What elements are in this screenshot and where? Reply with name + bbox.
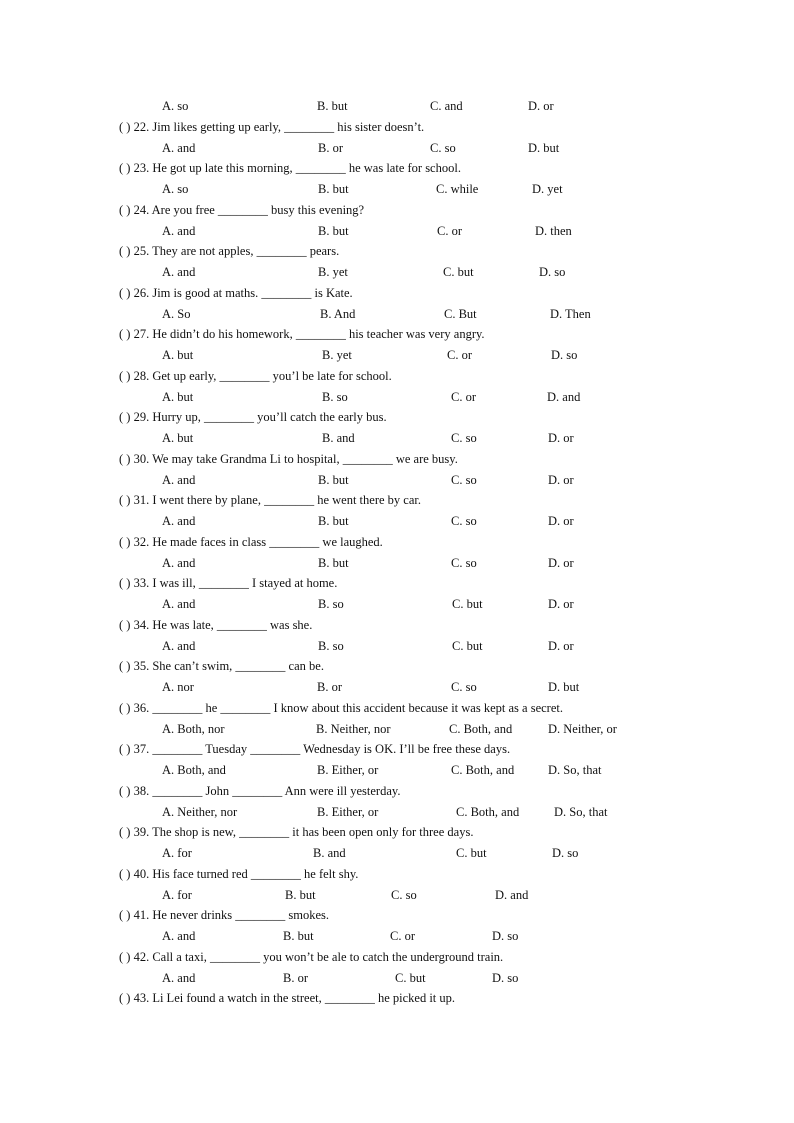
answer-option: A. nor [162, 680, 194, 694]
answer-option: C. or [451, 389, 476, 404]
question-text: ( ) 22. Jim likes getting up early, ________ his sister doesn’t. [119, 119, 425, 134]
answer-option: B. so [318, 638, 344, 653]
answer-option: B. so [322, 389, 348, 404]
answer-option: D. and [495, 887, 529, 902]
question-text: ( ) 40. His face turned red ________ he felt shy. [119, 866, 359, 881]
question-text: ( ) 36. ________ he ________ I know about this accident because it was kept as a secret. [119, 700, 563, 715]
answer-option: C. but [452, 638, 483, 653]
answer-option: D. but [528, 140, 560, 155]
answer-option: C. but [395, 970, 426, 985]
answer-option: A. Both, nor [162, 721, 225, 736]
answer-option: C. so [451, 514, 477, 528]
question-text: ( ) 32. He made faces in class ________ we laughed. [119, 534, 383, 549]
answer-option: C. But [444, 306, 477, 321]
answer-option: B. but [318, 555, 349, 570]
answer-option: B. or [317, 680, 342, 694]
answer-option: B. And [320, 306, 356, 321]
question-text: ( ) 35. She can’t swim, ________ can be. [119, 659, 324, 673]
answer-option: C. so [451, 680, 477, 694]
answer-option: C. but [456, 846, 487, 860]
answer-option: C. Both, and [451, 763, 515, 777]
answer-option: D. then [535, 223, 572, 238]
answer-option: D. so [552, 846, 579, 860]
question-text: ( ) 38. ________ John ________ Ann were ill yesterday. [119, 783, 401, 798]
question-text: ( ) 43. Li Lei found a watch in the street, ________ he picked it up. [119, 991, 456, 1005]
answer-option: A. for [162, 887, 192, 902]
answer-option: B. yet [322, 348, 352, 362]
answer-option: C. and [430, 99, 463, 113]
question-text: ( ) 28. Get up early, ________ you’l be late for school. [119, 368, 392, 383]
question-text: ( ) 24. Are you free ________ busy this evening? [119, 202, 365, 217]
answer-option: C. so [430, 140, 456, 155]
answer-option: D. So, that [548, 763, 602, 777]
answer-option: A. so [162, 99, 189, 113]
answer-option: D. or [548, 555, 574, 570]
answer-option: D. or [548, 514, 574, 528]
question-text: ( ) 39. The shop is new, ________ it has been open only for three days. [119, 825, 474, 839]
answer-option: D. or [528, 99, 554, 113]
answer-option: B. yet [318, 265, 348, 279]
answer-option: B. and [313, 846, 346, 860]
question-text: ( ) 27. He didn’t do his homework, ________ his teacher was very angry. [119, 327, 485, 341]
answer-option: A. and [162, 265, 196, 279]
question-text: ( ) 29. Hurry up, ________ you’ll catch the early bus. [119, 410, 387, 424]
answer-option: A. for [162, 846, 192, 860]
answer-option: C. or [437, 223, 462, 238]
answer-option: C. or [447, 348, 472, 362]
question-text: ( ) 31. I went there by plane, ________ he went there by car. [119, 493, 421, 507]
answer-option: D. so [492, 970, 519, 985]
answer-option: B. but [283, 929, 314, 943]
answer-option: C. but [452, 597, 483, 611]
answer-option: A. but [162, 348, 194, 362]
answer-option: B. but [317, 99, 348, 113]
answer-option: A. and [162, 140, 196, 155]
answer-option: A. so [162, 182, 189, 196]
answer-option: A. Neither, nor [162, 804, 238, 819]
answer-option: A. and [162, 223, 196, 238]
answer-option: C. but [443, 265, 474, 279]
question-text: ( ) 37. ________ Tuesday ________ Wednesday is OK. I’ll be free these days. [119, 742, 511, 756]
question-text: ( ) 41. He never drinks ________ smokes. [119, 908, 330, 922]
answer-option: D. or [548, 472, 574, 487]
question-text: ( ) 34. He was late, ________ was she. [119, 617, 313, 632]
answer-option: D. so [551, 348, 578, 362]
answer-option: B. but [285, 887, 316, 902]
answer-option: B. Either, or [317, 804, 379, 819]
answer-option: C. Both, and [449, 721, 513, 736]
answer-option: B. so [318, 597, 344, 611]
question-text: ( ) 25. They are not apples, ________ pears. [119, 244, 340, 258]
answer-option: C. so [391, 887, 417, 902]
answer-option: D. So, that [554, 804, 608, 819]
answer-option: B. but [318, 223, 349, 238]
answer-option: D. or [548, 638, 574, 653]
answer-option: B. or [283, 970, 308, 985]
answer-option: C. while [436, 182, 479, 196]
question-text: ( ) 33. I was ill, ________ I stayed at home. [119, 576, 338, 590]
answer-option: D. Then [550, 306, 591, 321]
question-text: ( ) 23. He got up late this morning, ________ he was late for school. [119, 161, 461, 175]
answer-option: A. and [162, 514, 196, 528]
answer-option: D. but [548, 680, 580, 694]
answer-option: B. or [318, 140, 343, 155]
answer-option: C. so [451, 555, 477, 570]
answer-option: A. but [162, 389, 194, 404]
answer-option: B. Either, or [317, 763, 379, 777]
answer-option: D. yet [532, 182, 563, 196]
answer-option: C. Both, and [456, 804, 520, 819]
answer-option: B. but [318, 514, 349, 528]
answer-option: C. so [451, 431, 477, 445]
answer-option: B. but [318, 182, 349, 196]
answer-option: A. So [162, 306, 191, 321]
answer-option: B. and [322, 431, 355, 445]
answer-option: A. and [162, 597, 196, 611]
answer-option: D. or [548, 431, 574, 445]
question-text: ( ) 42. Call a taxi, ________ you won’t be ale to catch the underground train. [119, 949, 504, 964]
question-text: ( ) 30. We may take Grandma Li to hospital, ________ we are busy. [119, 451, 458, 466]
answer-option: D. so [539, 265, 566, 279]
answer-option: D. or [548, 597, 574, 611]
answer-option: A. and [162, 472, 196, 487]
answer-option: A. and [162, 555, 196, 570]
answer-option: A. Both, and [162, 763, 226, 777]
answer-option: A. and [162, 929, 196, 943]
answer-option: A. and [162, 970, 196, 985]
answer-option: A. but [162, 431, 194, 445]
answer-option: B. Neither, nor [316, 721, 391, 736]
answer-option: D. and [547, 389, 581, 404]
answer-option: C. or [390, 929, 415, 943]
answer-option: B. but [318, 472, 349, 487]
answer-option: D. so [492, 929, 519, 943]
question-text: ( ) 26. Jim is good at maths. ________ is Kate. [119, 285, 353, 300]
answer-option: A. and [162, 638, 196, 653]
answer-option: C. so [451, 472, 477, 487]
answer-option: D. Neither, or [548, 721, 617, 736]
